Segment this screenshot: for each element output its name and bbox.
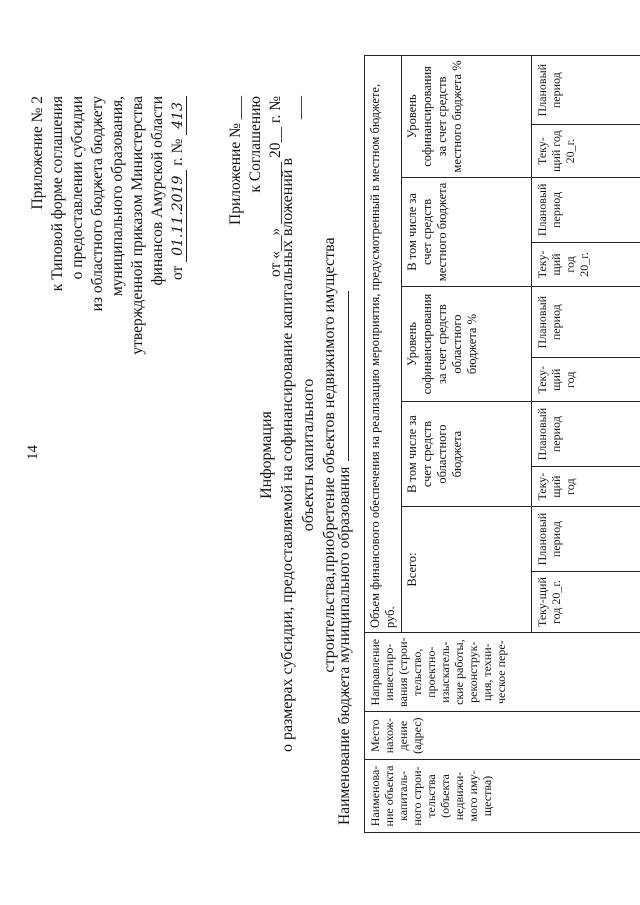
title-line: строительства,приобретение объектов недвижимого имущества bbox=[321, 237, 338, 673]
budget-blank-line bbox=[348, 291, 349, 461]
header-cofin-regional: Уровень софинансирования за счет средств областного бюджета % bbox=[402, 287, 532, 402]
subheader-planned: Плановый период bbox=[532, 56, 640, 125]
handwritten-number: 413 bbox=[170, 96, 187, 135]
agreement-line: Приложение № ___ bbox=[227, 96, 244, 225]
appendix-line: финансов Амурской области bbox=[149, 96, 166, 286]
subheader-planned: Плановый период bbox=[532, 507, 640, 572]
appendix-line: о предоставлении субсидии bbox=[69, 96, 86, 280]
agreement-line: к Соглашению bbox=[247, 96, 264, 193]
appendix-line: утвержденной приказом Министерства bbox=[129, 96, 146, 355]
header-object: Наименова-ние объекта капиталь-ного строи-тельства (объекта недвижи-мого иму-щества) bbox=[365, 759, 640, 832]
subsidy-table bbox=[364, 55, 640, 833]
subheader-current-year: Теку-щий год 20_г. bbox=[532, 572, 640, 633]
budget-label: Наименование бюджета муниципального образования bbox=[336, 466, 353, 825]
date-prefix: от bbox=[169, 265, 186, 281]
header-regional: В том числе за счет средств областного бюджета bbox=[402, 402, 532, 507]
handwritten-date: 01.11.2019 bbox=[170, 170, 187, 262]
header-cofin-local: Уровень софинансирования за счет средств местного бюджета % bbox=[402, 56, 532, 178]
subheader-current-year: Теку-щий год 20_г. bbox=[532, 125, 640, 177]
header-volume: Объем финансового обеспечения на реализацию мероприятия, предусмотренный в местном бюджете, руб. bbox=[365, 56, 402, 633]
subheader-planned: Плановый период bbox=[532, 177, 640, 242]
appendix-line: из областного бюджета бюджету bbox=[89, 96, 106, 312]
subheader-current-year: Теку-щий год 20_г. bbox=[532, 242, 640, 286]
agreement-line: от «__» ________ 20__ г. № ___ bbox=[267, 96, 304, 277]
subheader-current-year: Теку-щий год bbox=[532, 467, 640, 507]
subheader-planned: Плановый период bbox=[532, 287, 640, 358]
header-local: В том числе за счет средств местного бюджета bbox=[402, 177, 532, 286]
table-row bbox=[365, 56, 402, 833]
title-heading: Информация bbox=[258, 411, 275, 499]
appendix-date-line bbox=[168, 96, 188, 396]
appendix-line: Приложение № 2 bbox=[29, 96, 46, 210]
header-total: Всего: bbox=[402, 507, 532, 633]
number-prefix: г. № bbox=[169, 138, 186, 166]
subheader-planned: Плановый период bbox=[532, 402, 640, 467]
page-number: 14 bbox=[25, 445, 41, 460]
title-line: о размерах субсидии, предоставляемой на софинансирование капитальных вложений в объекты капитального bbox=[279, 157, 317, 753]
document-title bbox=[256, 155, 340, 755]
budget-name-row bbox=[336, 291, 354, 825]
appendix-block bbox=[28, 96, 188, 396]
header-direction: Направление инвестиро-вания (строи-тельство, проектно-изыскатель-ские работы, реконструк-ция, техни-ческое пере- bbox=[365, 633, 640, 712]
subheader-current-year: Теку-щий год bbox=[532, 358, 640, 402]
appendix-line: муниципального образования, bbox=[109, 96, 126, 297]
appendix-line: к Типовой форме соглашения bbox=[49, 96, 66, 292]
header-location: Место нахож-дение (адрес) bbox=[365, 712, 640, 760]
